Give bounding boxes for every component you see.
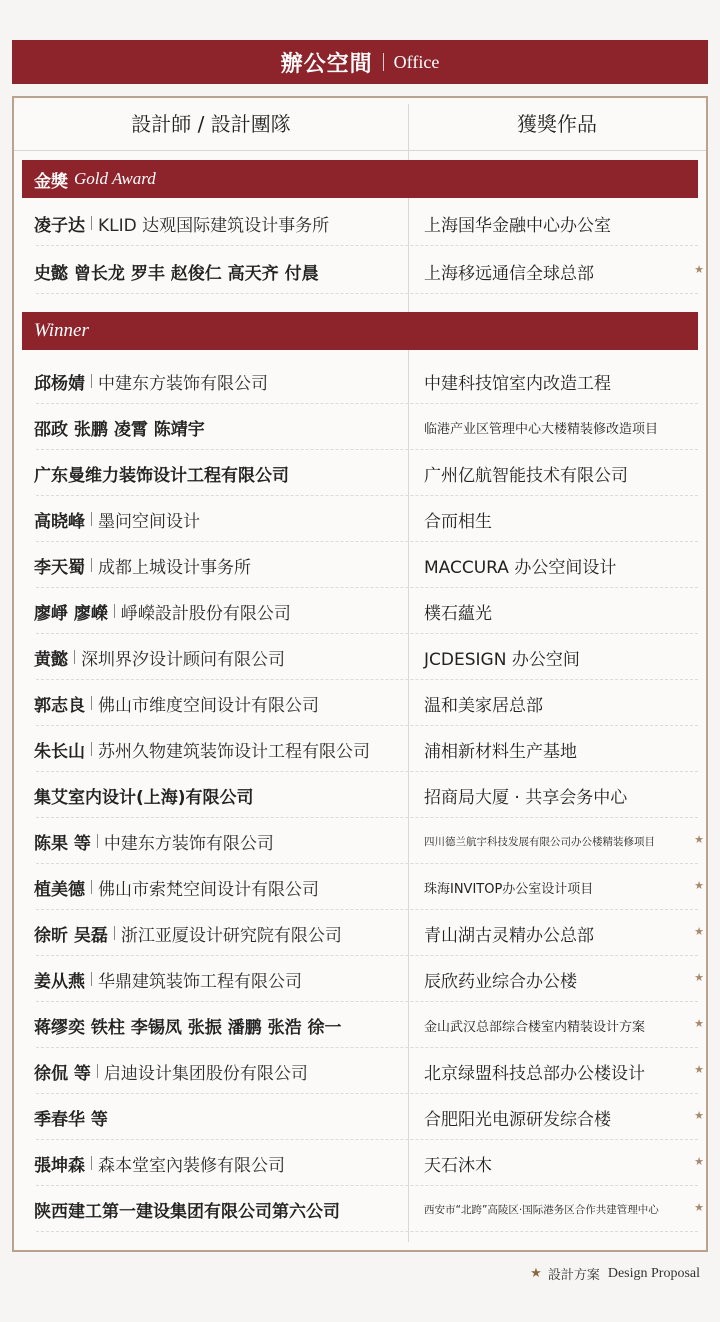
award-work: 金山武汉总部综合楼室内精装设计方案 xyxy=(424,1019,646,1035)
name-separator xyxy=(91,558,92,572)
legend xyxy=(530,1264,700,1283)
designer-firm: KLID 达观国际建筑设计事务所 xyxy=(98,215,330,236)
table-row xyxy=(14,680,706,726)
designer-name: 徐侃 等 xyxy=(34,1063,91,1084)
designer-cell xyxy=(34,680,319,726)
award-work: JCDESIGN 办公空间 xyxy=(424,649,580,670)
table-row xyxy=(14,450,706,496)
table-row xyxy=(14,1048,706,1094)
award-work: 西安市“北跨”高陵区·国际港务区合作共建管理中心 xyxy=(424,1203,659,1216)
star-icon: ★ xyxy=(694,971,704,984)
designer-name: 張坤森 xyxy=(34,1155,85,1176)
banner-title-zh: 辦公空間 xyxy=(280,50,373,77)
gold-award-header xyxy=(22,160,698,198)
designer-name: 蒋缪奕 铁柱 李锡凤 张振 潘鹏 张浩 徐一 xyxy=(34,1017,342,1038)
name-separator xyxy=(97,1064,98,1078)
star-icon: ★ xyxy=(694,1155,704,1168)
designer-cell xyxy=(34,1140,285,1186)
name-separator xyxy=(91,880,92,894)
designer-firm: 中建东方装饰有限公司 xyxy=(98,373,268,394)
name-separator xyxy=(74,650,75,664)
designer-name: 邵政 张鹏 凌霄 陈靖宇 xyxy=(34,419,205,440)
award-work: 上海移远通信全球总部 xyxy=(424,263,594,284)
award-work: 樸石蘊光 xyxy=(424,603,492,624)
designer-firm: 苏州久物建筑装饰设计工程有限公司 xyxy=(98,741,370,762)
designer-name: 集艾室内设计(上海)有限公司 xyxy=(34,787,254,808)
star-icon: ★ xyxy=(694,925,704,938)
row-divider xyxy=(36,1231,698,1232)
designer-name: 陈果 等 xyxy=(34,833,91,854)
designer-cell xyxy=(34,358,268,404)
winner-label-en: Winner xyxy=(34,320,89,341)
banner-separator xyxy=(383,53,384,71)
star-icon: ★ xyxy=(694,833,704,846)
name-separator xyxy=(114,604,115,618)
designer-name: 陕西建工第一建设集团有限公司第六公司 xyxy=(34,1201,340,1222)
designer-name: 姜从燕 xyxy=(34,971,85,992)
column-header-designer: 設計師 / 設計團隊 xyxy=(131,112,291,136)
designer-firm: 墨问空间设计 xyxy=(98,511,200,532)
designer-firm: 深圳界汐设计顾问有限公司 xyxy=(81,649,285,670)
table-row xyxy=(14,956,706,1002)
legend-label-en: Design Proposal xyxy=(607,1265,700,1281)
table-row xyxy=(14,588,706,634)
name-separator xyxy=(91,972,92,986)
table-row xyxy=(14,910,706,956)
designer-cell xyxy=(34,864,319,910)
designer-cell xyxy=(34,1002,342,1048)
designer-cell xyxy=(34,1186,340,1232)
award-work: 辰欣药业综合办公楼 xyxy=(424,971,577,992)
table-row xyxy=(14,864,706,910)
award-work: 中建科技馆室内改造工程 xyxy=(424,373,611,394)
designer-name: 高晓峰 xyxy=(34,511,85,532)
award-work: 上海国华金融中心办公室 xyxy=(424,215,611,236)
awards-table xyxy=(12,96,708,1252)
table-row xyxy=(14,404,706,450)
column-header-work: 獲獎作品 xyxy=(517,112,597,136)
table-row xyxy=(14,542,706,588)
award-work: 招商局大厦 · 共享会务中心 xyxy=(424,787,628,808)
table-row xyxy=(14,1094,706,1140)
designer-cell xyxy=(34,1048,308,1094)
name-separator xyxy=(91,696,92,710)
designer-name: 邱杨婧 xyxy=(34,373,85,394)
name-separator xyxy=(91,512,92,526)
star-icon: ★ xyxy=(694,879,704,892)
banner-title-en: Office xyxy=(393,51,440,72)
award-work: 广州亿航智能技术有限公司 xyxy=(424,465,628,486)
designer-name: 季春华 等 xyxy=(34,1109,108,1130)
gold-award-label-zh: 金獎 xyxy=(34,171,68,192)
designer-cell xyxy=(34,818,274,864)
designer-name: 凌子达 xyxy=(34,215,85,236)
row-divider xyxy=(36,293,698,294)
designer-name: 广东曼维力装饰设计工程有限公司 xyxy=(34,465,289,486)
designer-firm: 启迪设计集团股份有限公司 xyxy=(103,1063,308,1084)
designer-name: 朱长山 xyxy=(34,741,85,762)
table-row xyxy=(14,358,706,404)
name-separator xyxy=(91,374,92,388)
award-work: 青山湖古灵精办公总部 xyxy=(424,925,594,946)
table-row xyxy=(14,1140,706,1186)
designer-firm: 佛山市维度空间设计有限公司 xyxy=(98,695,319,716)
designer-firm: 成都上城设计事务所 xyxy=(98,557,251,578)
table-row xyxy=(14,772,706,818)
name-separator xyxy=(91,216,92,230)
designer-cell xyxy=(34,726,370,772)
award-work: 天石沐木 xyxy=(424,1155,492,1176)
award-work: 温和美家居总部 xyxy=(424,695,543,716)
designer-cell xyxy=(34,404,205,450)
award-work: 临港产业区管理中心大楼精装修改造项目 xyxy=(424,421,659,437)
designer-cell xyxy=(34,450,289,496)
star-icon: ★ xyxy=(530,1266,542,1281)
designer-cell xyxy=(34,772,254,818)
winner-header xyxy=(22,312,698,350)
designer-firm: 浙江亚厦设计研究院有限公司 xyxy=(120,925,342,946)
star-icon: ★ xyxy=(694,1063,704,1076)
designer-cell xyxy=(34,248,319,294)
award-work: 珠海INVITOP办公室设计项目 xyxy=(424,881,594,897)
table-row xyxy=(14,248,706,294)
table-row xyxy=(14,726,706,772)
name-separator xyxy=(114,926,115,940)
designer-name: 史懿 曾长龙 罗丰 赵俊仁 高天齐 付晨 xyxy=(34,263,319,284)
legend-label-zh: 設計方案 xyxy=(547,1268,600,1283)
award-work: 合肥阳光电源研发综合楼 xyxy=(424,1109,611,1130)
designer-cell xyxy=(34,956,302,1002)
table-row xyxy=(14,200,706,246)
designer-cell xyxy=(34,910,342,956)
designer-firm: 佛山市索梵空间设计有限公司 xyxy=(98,879,319,900)
table-row xyxy=(14,1002,706,1048)
star-icon: ★ xyxy=(694,1201,704,1214)
designer-name: 廖崢 廖嶸 xyxy=(34,603,108,624)
star-icon: ★ xyxy=(694,263,704,276)
designer-cell xyxy=(34,496,200,542)
award-work: MACCURA 办公空间设计 xyxy=(424,557,617,578)
designer-cell xyxy=(34,542,251,588)
designer-cell xyxy=(34,634,285,680)
designer-cell xyxy=(34,1094,108,1140)
award-work: 四川德兰航宇科技发展有限公司办公楼精装修项目 xyxy=(424,835,655,848)
designer-firm: 中建东方装饰有限公司 xyxy=(103,833,274,854)
name-separator xyxy=(91,1156,92,1170)
designer-name: 黄懿 xyxy=(34,649,68,670)
award-work: 合而相生 xyxy=(424,511,492,532)
table-row xyxy=(14,634,706,680)
designer-cell xyxy=(34,200,329,246)
star-icon: ★ xyxy=(694,1109,704,1122)
designer-firm: 华鼎建筑装饰工程有限公司 xyxy=(98,971,302,992)
designer-cell xyxy=(34,588,291,634)
award-work: 浦相新材料生产基地 xyxy=(424,741,577,762)
row-divider xyxy=(36,245,698,246)
name-separator xyxy=(97,834,98,848)
designer-name: 植美德 xyxy=(34,879,85,900)
designer-name: 李天蜀 xyxy=(34,557,85,578)
section-banner xyxy=(12,40,708,84)
star-icon: ★ xyxy=(694,1017,704,1030)
designer-firm: 崢嶸設計股份有限公司 xyxy=(120,603,291,624)
name-separator xyxy=(91,742,92,756)
designer-name: 郭志良 xyxy=(34,695,85,716)
table-row xyxy=(14,496,706,542)
designer-name: 徐昕 吴磊 xyxy=(34,925,108,946)
column-header xyxy=(14,98,706,151)
table-row xyxy=(14,818,706,864)
designer-firm: 森本堂室內裝修有限公司 xyxy=(98,1155,285,1176)
table-row xyxy=(14,1186,706,1232)
award-work: 北京绿盟科技总部办公楼设计 xyxy=(424,1063,645,1084)
gold-award-label-en: Gold Award xyxy=(74,169,156,188)
